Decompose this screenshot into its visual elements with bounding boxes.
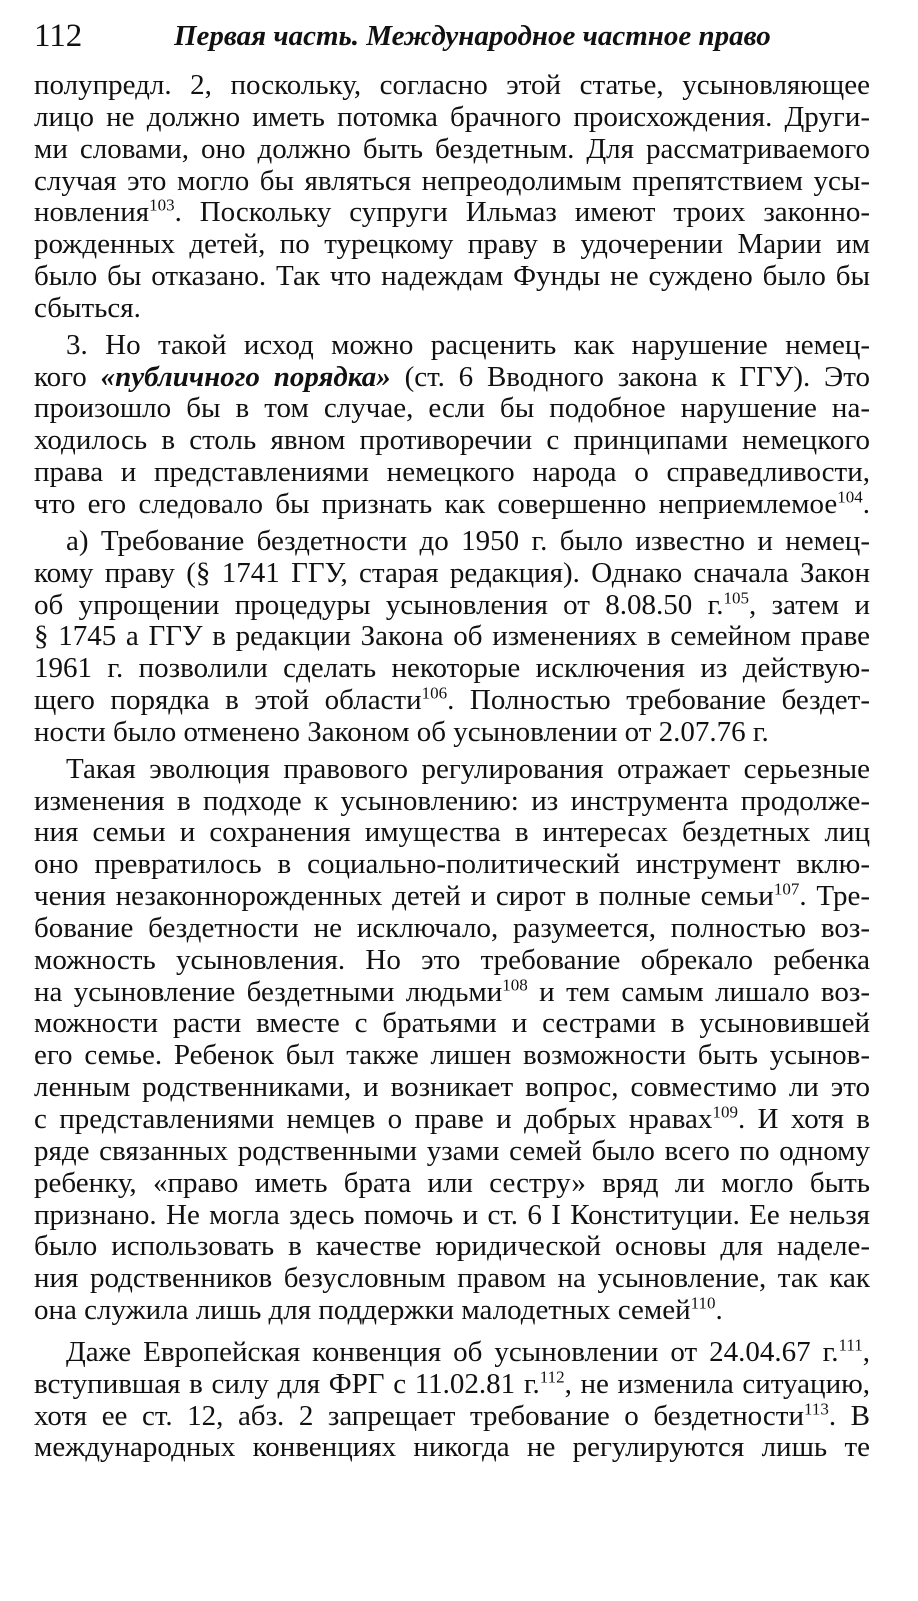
footnote-ref: 105 [723, 587, 750, 607]
text-line: § 1745 а ГГУ в редакции Закона об изменениях в семейном праве [34, 620, 870, 653]
text-line: хотя ее ст. 12, абз. 2 запрещает требование о бездетности$^{113}$. В [34, 1398, 870, 1432]
text-line: произошло бы в том случае, если бы подобное нарушение на- [34, 392, 870, 425]
emphasis: «публичного порядка» [100, 360, 391, 393]
body-text [34, 70, 870, 1464]
page-header [34, 14, 884, 62]
text-line: об упрощении процедуры усыновления от 8.08.50 г.$^{105}$, затем и [34, 587, 870, 621]
text-line: 3. Но такой исход можно расценить как нарушение немец- [66, 328, 870, 361]
text-line: она служила лишь для поддержки малодетных семей$^{110}$. [34, 1293, 723, 1327]
text-line: кого «публичного порядка» (ст. 6 Вводного закона к ГГУ). Это [34, 360, 870, 393]
text-line: было бы отказано. Так что надеждам Фунды не суждено было бы [34, 260, 870, 293]
footnote-ref: 112 [539, 1367, 565, 1387]
text-line: ми словами, оно должно быть бездетным. Для рассматриваемого [34, 132, 870, 165]
text-line: 1961 г. позволили сделать некоторые исключения из действую- [34, 652, 870, 685]
text-line: его семье. Ребенок был также лишен возможности быть усынов- [34, 1039, 870, 1072]
text-line: международных конвенциях никогда не регулируются лишь те [34, 1431, 870, 1464]
text-line: ребенку, «право иметь брата или сестру» вряд ли могло быть [34, 1166, 870, 1199]
text-line: ности было отменено Законом об усыновлении от 2.07.76 г. [34, 715, 769, 748]
text-line: изменения в подходе к усыновлению: из инструмента продолже- [34, 784, 870, 817]
text-line: с представлениями немцев о праве и добрых нравах$^{109}$. И хотя в [34, 1102, 871, 1135]
running-title: Первая часть. Международное частное право [174, 20, 771, 52]
footnote-ref: 110 [690, 1293, 716, 1313]
footnote-ref: 108 [502, 974, 528, 994]
text-line: полупредл. 2, поскольку, согласно этой статье, усыновляющее [34, 69, 870, 101]
text-line: чения незаконнорожденных детей и сирот в полные семьи$^{107}$. Тре- [34, 879, 871, 913]
text-line: ния родственников безусловным правом на усыновление, так как [34, 1262, 870, 1295]
text-line: кому праву (§ 1741 ГГУ, старая редакция). Однако сначала Закон [34, 556, 870, 589]
footnote-ref: 111 [838, 1335, 863, 1355]
text-line: ленным родственниками, и возникает вопрос, совместимо ли это [34, 1071, 870, 1104]
text-line: вступившая в силу для ФРГ с 11.02.81 г.$^{112}$, не изменила ситуацию, [34, 1367, 871, 1400]
footnote-ref: 109 [712, 1102, 738, 1122]
text-line: рожденных детей, по турецкому праву в удочерении Марии им [34, 228, 870, 261]
text-line: права и представлениями немецкого народа о справедливости, [34, 456, 870, 489]
text-line: случая это могло бы являться непреодолимым препятствием усы- [34, 164, 870, 197]
text-line: новления$^{103}$. Поскольку супруги Ильмаз имеют троих законно- [34, 195, 870, 229]
text-line: Даже Европейская конвенция об усыновлении от 24.04.67 г.$^{111}$, [66, 1335, 870, 1368]
text-line: лицо не должно иметь потомка брачного происхождения. Други- [34, 100, 870, 133]
text-line: на усыновление бездетными людьми$^{108}$ и тем самым лишало воз- [34, 974, 870, 1008]
text-line: оно превратилось в социально-политический инструмент вклю- [34, 848, 870, 881]
text-line: бование бездетности не исключало, разумеется, полностью воз- [34, 911, 870, 944]
footnote-ref: 106 [421, 683, 448, 703]
footnote-ref: 113 [803, 1398, 829, 1418]
text-line: ния семьи и сохранения имущества в интересах бездетных лиц [34, 816, 870, 849]
text-line: ходилось в столь явном противоречии с принципами немецкого [34, 424, 870, 457]
text-line: сбыться. [34, 291, 141, 324]
text-line: было использовать в качестве юридической основы для наделе- [34, 1230, 870, 1263]
text-line: щего порядка в этой области$^{106}$. Полностью требование бездет- [34, 683, 870, 717]
footnote-ref: 107 [773, 879, 800, 899]
text-line: можность усыновления. Но это требование обрекало ребенка [34, 943, 870, 976]
text-line: Такая эволюция правового регулирования отражает серьезные [66, 752, 870, 785]
footnote-ref: 103 [149, 195, 175, 215]
text-line: признано. Не могла здесь помочь и ст. 6 I Конституции. Ее нельзя [34, 1198, 870, 1231]
text-line: можности расти вместе с братьями и сестрами в усыновившей [34, 1007, 870, 1040]
footnote-ref: 104 [837, 487, 863, 507]
text-line: ряде связанных родственными узами семей было всего по одному [34, 1134, 870, 1167]
page-number: 112 [34, 18, 83, 54]
text-line: а) Требование бездетности до 1950 г. было известно и немец- [66, 524, 870, 557]
text-line: что его следовало бы признать как совершенно неприемлемое$^{104}$. [34, 487, 870, 520]
